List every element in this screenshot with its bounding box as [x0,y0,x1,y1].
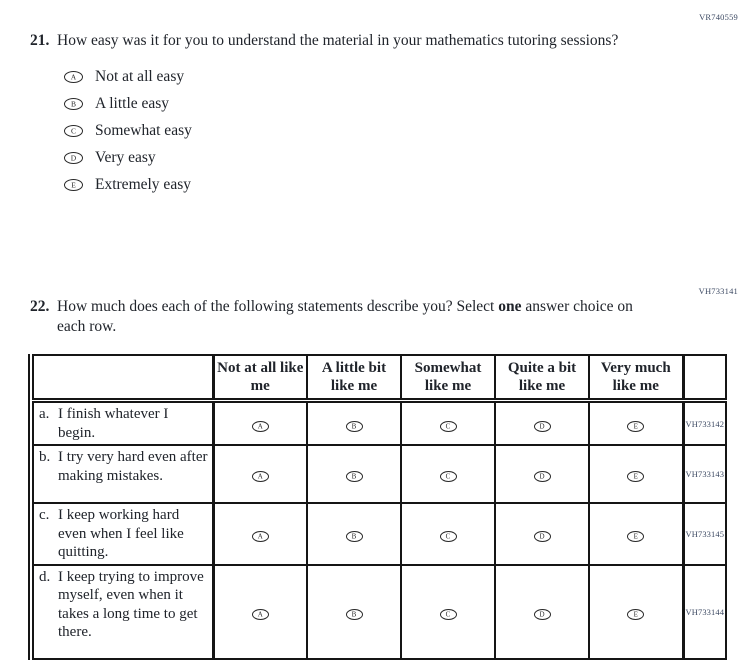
statement-text: I keep working hard even when I feel like quitting. [58,507,184,560]
q21-option-a-little-easy[interactable] [64,94,635,114]
answer-cell [401,565,495,659]
table-row-c [33,503,726,565]
q21-option-label: Very easy [95,149,156,166]
answer-cell [213,445,307,503]
answer-bubble-d-icon[interactable]: D [534,421,551,432]
answer-bubble-e-icon[interactable]: E [64,179,83,191]
answer-bubble-a-icon[interactable]: A [252,531,269,542]
answer-cell [401,401,495,446]
question-22-number: 22. [30,298,50,315]
q21-option-label: Not at all easy [95,68,185,85]
answer-cell [213,503,307,565]
answer-bubble-d-icon[interactable]: D [534,609,551,620]
answer-cell [495,445,589,503]
answer-cell [213,565,307,659]
answer-cell [495,401,589,446]
answer-bubble-c-icon[interactable]: C [64,125,83,137]
answer-bubble-c-icon[interactable]: C [440,421,457,432]
question-21 [30,31,635,202]
q22-matrix-table-wrap [28,354,727,660]
answer-bubble-b-icon[interactable]: B [346,609,363,620]
q22-matrix-table [32,354,727,660]
answer-cell [589,445,683,503]
answer-bubble-d-icon[interactable]: D [534,531,551,542]
answer-cell [307,401,401,446]
q21-option-label: A little easy [95,95,170,112]
answer-bubble-b-icon[interactable]: B [346,531,363,542]
question-21-number: 21. [30,32,50,49]
statement-cell: a. I finish whatever I begin. [33,401,213,446]
answer-bubble-a-icon[interactable]: A [64,71,83,83]
statement-cell: b. I try very hard even after making mistakes. [33,445,213,503]
row-item-code: VH733142 [683,401,726,446]
answer-cell [307,565,401,659]
question-21-options [64,67,635,195]
table-row-b [33,445,726,503]
code-column-header [683,355,726,401]
answer-bubble-e-icon[interactable]: E [627,531,644,542]
answer-cell [589,565,683,659]
column-header-quite-a-bit: Quite a bit like me [495,355,589,401]
answer-bubble-e-icon[interactable]: E [627,421,644,432]
table-row-d [33,565,726,659]
item-code-q22: VH733141 [698,286,738,296]
answer-bubble-b-icon[interactable]: B [64,98,83,110]
statement-text: I finish whatever I begin. [58,406,169,441]
answer-bubble-c-icon[interactable]: C [440,531,457,542]
q21-option-very-easy[interactable] [64,148,635,168]
row-item-code: VH733143 [683,445,726,503]
answer-bubble-b-icon[interactable]: B [346,421,363,432]
statement-cell: d. I keep trying to improve myself, even when it takes a long time to get there. [33,565,213,659]
answer-cell [495,503,589,565]
column-header-not-at-all: Not at all like me [213,355,307,401]
header-row [33,355,726,401]
answer-cell [401,503,495,565]
q21-option-not-at-all-easy[interactable] [64,67,635,87]
answer-cell [589,503,683,565]
answer-cell [213,401,307,446]
answer-bubble-a-icon[interactable]: A [252,471,269,482]
answer-bubble-c-icon[interactable]: C [440,609,457,620]
bold-word: one [498,298,522,315]
answer-bubble-a-icon[interactable]: A [252,609,269,620]
statement-text: I try very hard even after making mistakes. [58,449,208,484]
answer-cell [401,445,495,503]
answer-bubble-e-icon[interactable]: E [627,471,644,482]
answer-bubble-e-icon[interactable]: E [627,609,644,620]
q21-option-label: Somewhat easy [95,122,192,139]
question-21-text: How easy was it for you to understand the material in your mathematics tutoring sessions? [57,32,619,49]
answer-bubble-d-icon[interactable]: D [64,152,83,164]
answer-bubble-c-icon[interactable]: C [440,471,457,482]
column-header-very-much: Very much like me [589,355,683,401]
answer-cell [307,445,401,503]
q21-option-label: Extremely easy [95,176,191,193]
question-22-text: How much does each of the following statements describe you? Select one answer choice on each row. [57,298,633,335]
row-item-code: VH733144 [683,565,726,659]
item-code-q21: VR740559 [699,12,738,22]
statement-cell: c. I keep working hard even when I feel like quitting. [33,503,213,565]
answer-cell [307,503,401,565]
statement-text: I keep trying to improve myself, even when it takes a long time to get there. [58,568,204,640]
answer-bubble-a-icon[interactable]: A [252,421,269,432]
answer-bubble-d-icon[interactable]: D [534,471,551,482]
column-header-somewhat: Somewhat like me [401,355,495,401]
q21-option-extremely-easy[interactable] [64,175,635,195]
row-item-code: VH733145 [683,503,726,565]
answer-cell [495,565,589,659]
q21-option-somewhat-easy[interactable] [64,121,635,141]
table-row-a [33,401,726,446]
question-22 [30,297,635,337]
answer-cell [589,401,683,446]
answer-bubble-b-icon[interactable]: B [346,471,363,482]
column-header-a-little-bit: A little bit like me [307,355,401,401]
statement-column-header [33,355,213,401]
